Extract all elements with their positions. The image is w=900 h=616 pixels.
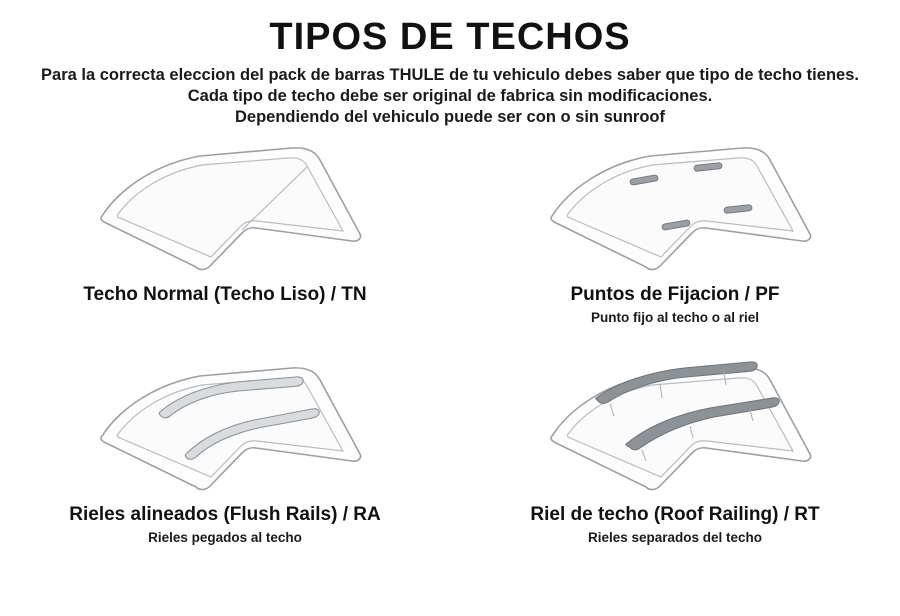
page-title: TIPOS DE TECHOS [269, 16, 631, 58]
roof-type-caption-rt: Riel de techo (Roof Railing) / RT [530, 504, 820, 525]
roof-plain-icon [60, 138, 390, 278]
roof-type-card-rt [450, 356, 900, 576]
roof-railing-icon [510, 358, 840, 498]
roof-flushrails-icon [60, 358, 390, 498]
roof-type-caption-ra: Rieles alineados (Flush Rails) / RA [69, 504, 381, 525]
roof-type-card-ra [0, 356, 450, 576]
subtitle-line-3: Dependiendo del vehiculo puede ser con o sin sunroof [235, 108, 665, 126]
roof-type-subcaption-pf: Punto fijo al techo o al riel [590, 310, 760, 325]
poster [0, 16, 900, 616]
roof-type-caption-tn: Techo Normal (Techo Liso) / TN [83, 284, 367, 305]
roof-type-subcaption-ra: Rieles pegados al techo [148, 530, 302, 545]
roof-type-card-pf [450, 136, 900, 356]
roof-type-caption-pf: Puntos de Fijacion / PF [570, 284, 780, 305]
roof-types-grid [0, 136, 900, 576]
roof-fixpoints-icon [510, 138, 840, 278]
roof-type-card-tn [0, 136, 450, 356]
subtitle-line-2: Cada tipo de techo debe ser original de fabrica sin modificaciones. [187, 87, 713, 105]
roof-type-subcaption-rt: Rieles separados del techo [587, 530, 763, 545]
subtitle-line-1: Para la correcta eleccion del pack de barras THULE de tu vehiculo debes saber que tipo de techo tienes. [41, 66, 859, 84]
subtitle-block [20, 65, 880, 128]
